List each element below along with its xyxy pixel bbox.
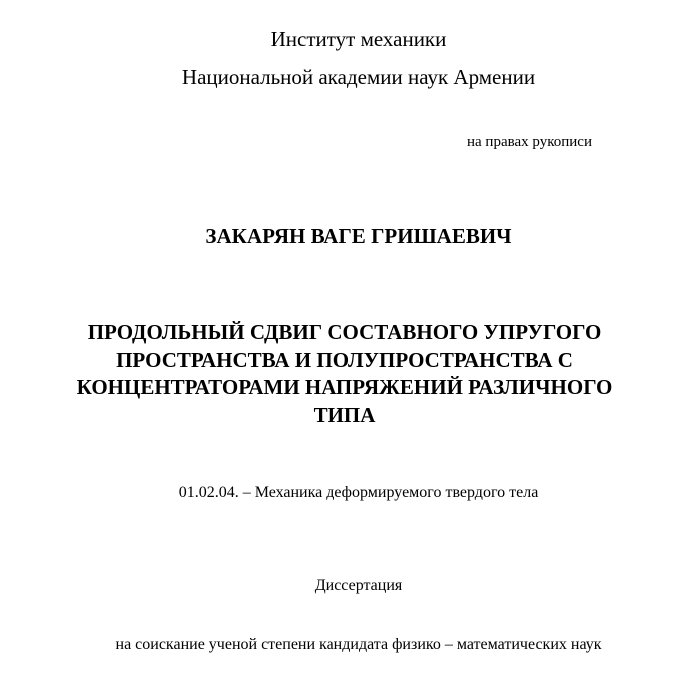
specialty-code: 01.02.04. – Механика деформируемого твердого тела: [178, 484, 539, 501]
dissertation-title: [0, 319, 689, 429]
institute-name: Институт механики: [270, 27, 447, 51]
title-line: ПРОСТРАНСТВА И ПОЛУПРОСТРАНСТВА С: [116, 347, 573, 372]
author-name: ЗАКАРЯН ВАГЕ ГРИШАЕВИЧ: [205, 224, 512, 248]
document-type: Диссертация: [314, 577, 403, 594]
title-line: КОНЦЕНТРАТОРАМИ НАПРЯЖЕНИЙ РАЗЛИЧНОГО: [76, 375, 613, 399]
title-line: ТИПА: [313, 402, 376, 427]
title-line: ПРОДОЛЬНЫЙ СДВИГ СОСТАВНОГО УПРУГОГО: [87, 320, 602, 344]
academy-name: Национальной академии наук Армении: [181, 65, 536, 89]
manuscript-note: на правах рукописи: [467, 134, 592, 150]
degree-statement: на соискание ученой степени кандидата физико – математических наук: [115, 636, 602, 653]
